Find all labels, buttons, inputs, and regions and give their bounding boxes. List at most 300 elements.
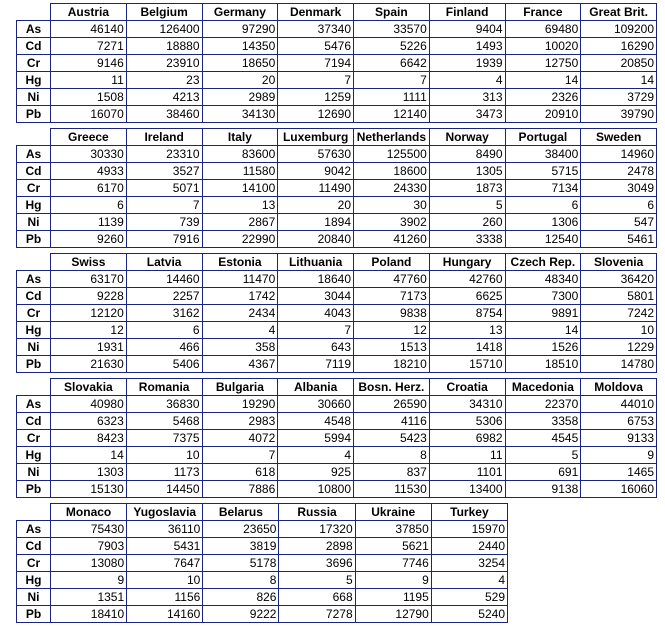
value-cell: 3254 — [431, 555, 507, 572]
value-cell: 826 — [203, 589, 279, 606]
value-cell: 2989 — [202, 89, 278, 106]
row-header: Pb — [17, 106, 51, 123]
row-header: Hg — [17, 447, 51, 464]
header-row — [17, 4, 657, 21]
value-cell: 14780 — [581, 356, 657, 373]
value-cell: 4548 — [278, 413, 354, 430]
value-cell: 4116 — [354, 413, 430, 430]
table-row — [17, 339, 657, 356]
value-cell: 9 — [51, 572, 127, 589]
row-header: Hg — [17, 572, 51, 589]
table-row — [17, 305, 657, 322]
table-row — [17, 447, 657, 464]
value-cell: 7242 — [581, 305, 657, 322]
value-cell: 3527 — [126, 163, 202, 180]
value-cell: 47760 — [354, 271, 430, 288]
value-cell: 3338 — [429, 231, 505, 248]
value-cell: 3358 — [505, 413, 581, 430]
column-header: Poland — [354, 254, 430, 271]
value-cell: 13 — [202, 197, 278, 214]
table-row — [17, 72, 657, 89]
value-cell: 9042 — [278, 163, 354, 180]
value-cell: 18600 — [354, 163, 430, 180]
value-cell: 5715 — [505, 163, 581, 180]
value-cell: 1931 — [51, 339, 127, 356]
value-cell: 1894 — [278, 214, 354, 231]
value-cell: 8754 — [429, 305, 505, 322]
value-cell: 6982 — [429, 430, 505, 447]
column-header: Greece — [51, 129, 127, 146]
value-cell: 14160 — [127, 606, 203, 623]
value-cell: 20 — [202, 72, 278, 89]
table-row — [17, 322, 657, 339]
column-header: France — [505, 4, 581, 21]
data-table-block-3 — [16, 253, 657, 373]
value-cell: 109200 — [581, 21, 657, 38]
value-cell: 75430 — [51, 521, 127, 538]
value-cell: 83600 — [202, 146, 278, 163]
column-header: Portugal — [505, 129, 581, 146]
value-cell: 7647 — [127, 555, 203, 572]
value-cell: 1418 — [429, 339, 505, 356]
table-row — [17, 572, 508, 589]
row-header: Hg — [17, 322, 51, 339]
value-cell: 9404 — [429, 21, 505, 38]
data-table-block-4 — [16, 378, 657, 498]
value-cell: 6625 — [429, 288, 505, 305]
column-header: Luxemburg — [278, 129, 354, 146]
emissions-tables — [16, 3, 657, 628]
value-cell: 24330 — [354, 180, 430, 197]
value-cell: 7 — [126, 197, 202, 214]
table-row — [17, 271, 657, 288]
table-row — [17, 589, 508, 606]
value-cell: 23 — [126, 72, 202, 89]
value-cell: 7746 — [355, 555, 431, 572]
value-cell: 2434 — [202, 305, 278, 322]
column-header: Denmark — [278, 4, 354, 21]
value-cell: 34310 — [429, 396, 505, 413]
column-header: Yugoslavia — [127, 504, 203, 521]
value-cell: 16060 — [581, 481, 657, 498]
value-cell: 13400 — [429, 481, 505, 498]
value-cell: 1173 — [126, 464, 202, 481]
value-cell: 4 — [429, 72, 505, 89]
column-header: Monaco — [51, 504, 127, 521]
column-header: Macedonia — [505, 379, 581, 396]
row-header: Cr — [17, 55, 51, 72]
value-cell: 5 — [429, 197, 505, 214]
value-cell: 14350 — [202, 38, 278, 55]
value-cell: 44010 — [581, 396, 657, 413]
row-header: As — [17, 521, 51, 538]
value-cell: 4043 — [278, 305, 354, 322]
value-cell: 15130 — [51, 481, 127, 498]
value-cell: 7119 — [278, 356, 354, 373]
value-cell: 2983 — [202, 413, 278, 430]
value-cell: 5071 — [126, 180, 202, 197]
row-header: As — [17, 21, 51, 38]
table-row — [17, 481, 657, 498]
table-row — [17, 180, 657, 197]
value-cell: 15970 — [431, 521, 507, 538]
table-row — [17, 356, 657, 373]
value-cell: 9891 — [505, 305, 581, 322]
header-row — [17, 254, 657, 271]
value-cell: 14 — [505, 322, 581, 339]
value-cell: 10 — [581, 322, 657, 339]
column-header: Croatia — [429, 379, 505, 396]
row-header: Ni — [17, 214, 51, 231]
value-cell: 5 — [505, 447, 581, 464]
table-row — [17, 197, 657, 214]
value-cell: 30330 — [51, 146, 127, 163]
column-header: Czech Rep. — [505, 254, 581, 271]
column-header: Russia — [279, 504, 355, 521]
value-cell: 1101 — [429, 464, 505, 481]
value-cell: 529 — [431, 589, 507, 606]
value-cell: 18410 — [51, 606, 127, 623]
value-cell: 11580 — [202, 163, 278, 180]
value-cell: 19290 — [202, 396, 278, 413]
value-cell: 4 — [431, 572, 507, 589]
value-cell: 7271 — [51, 38, 127, 55]
value-cell: 38460 — [126, 106, 202, 123]
value-cell: 1526 — [505, 339, 581, 356]
value-cell: 6 — [126, 322, 202, 339]
value-cell: 4367 — [202, 356, 278, 373]
value-cell: 260 — [429, 214, 505, 231]
table-row — [17, 38, 657, 55]
column-header: Bosn. Herz. — [354, 379, 430, 396]
column-header: Estonia — [202, 254, 278, 271]
value-cell: 1508 — [51, 89, 127, 106]
value-cell: 9222 — [203, 606, 279, 623]
value-cell: 13 — [429, 322, 505, 339]
header-row — [17, 379, 657, 396]
value-cell: 1306 — [505, 214, 581, 231]
value-cell: 2440 — [431, 538, 507, 555]
value-cell: 9146 — [51, 55, 127, 72]
value-cell: 22370 — [505, 396, 581, 413]
table-row — [17, 538, 508, 555]
data-table-block-2 — [16, 128, 657, 248]
row-header: Cd — [17, 163, 51, 180]
value-cell: 2326 — [505, 89, 581, 106]
table-row — [17, 106, 657, 123]
value-cell: 7278 — [279, 606, 355, 623]
value-cell: 20840 — [278, 231, 354, 248]
value-cell: 42760 — [429, 271, 505, 288]
value-cell: 7134 — [505, 180, 581, 197]
column-header: Hungary — [429, 254, 505, 271]
value-cell: 1513 — [354, 339, 430, 356]
value-cell: 4213 — [126, 89, 202, 106]
row-header: Cd — [17, 538, 51, 555]
column-header: Norway — [429, 129, 505, 146]
value-cell: 14100 — [202, 180, 278, 197]
table-row — [17, 464, 657, 481]
value-cell: 18640 — [278, 271, 354, 288]
value-cell: 7916 — [126, 231, 202, 248]
value-cell: 10 — [126, 447, 202, 464]
value-cell: 11 — [429, 447, 505, 464]
value-cell: 36830 — [126, 396, 202, 413]
row-header: Cd — [17, 288, 51, 305]
column-header: Ukraine — [355, 504, 431, 521]
value-cell: 7 — [354, 72, 430, 89]
value-cell: 12790 — [355, 606, 431, 623]
table-row — [17, 231, 657, 248]
value-cell: 14 — [51, 447, 127, 464]
column-header: Belarus — [203, 504, 279, 521]
value-cell: 466 — [126, 339, 202, 356]
table-row — [17, 89, 657, 106]
value-cell: 36420 — [581, 271, 657, 288]
value-cell: 46140 — [51, 21, 127, 38]
row-header: Cr — [17, 430, 51, 447]
value-cell: 7 — [202, 447, 278, 464]
value-cell: 1305 — [429, 163, 505, 180]
row-header: Cr — [17, 180, 51, 197]
column-header: Romania — [126, 379, 202, 396]
value-cell: 2478 — [581, 163, 657, 180]
column-header: Lithuania — [278, 254, 354, 271]
column-header: Slovenia — [581, 254, 657, 271]
table-row — [17, 606, 508, 623]
value-cell: 5476 — [278, 38, 354, 55]
row-header: Pb — [17, 231, 51, 248]
value-cell: 5406 — [126, 356, 202, 373]
value-cell: 21630 — [51, 356, 127, 373]
value-cell: 12750 — [505, 55, 581, 72]
column-header: Germany — [202, 4, 278, 21]
value-cell: 15710 — [429, 356, 505, 373]
column-header: Swiss — [51, 254, 127, 271]
value-cell: 30660 — [278, 396, 354, 413]
value-cell: 358 — [202, 339, 278, 356]
column-header: Ireland — [126, 129, 202, 146]
corner-cell — [17, 504, 51, 521]
value-cell: 643 — [278, 339, 354, 356]
table-row — [17, 288, 657, 305]
value-cell: 1195 — [355, 589, 431, 606]
value-cell: 9 — [581, 447, 657, 464]
row-header: As — [17, 271, 51, 288]
value-cell: 1939 — [429, 55, 505, 72]
value-cell: 12 — [51, 322, 127, 339]
table-row — [17, 413, 657, 430]
table-row — [17, 396, 657, 413]
value-cell: 5306 — [429, 413, 505, 430]
column-header: Spain — [354, 4, 430, 21]
row-header: Cd — [17, 413, 51, 430]
value-cell: 837 — [354, 464, 430, 481]
value-cell: 9260 — [51, 231, 127, 248]
value-cell: 34130 — [202, 106, 278, 123]
value-cell: 1742 — [202, 288, 278, 305]
column-header: Sweden — [581, 129, 657, 146]
column-header: Slovakia — [51, 379, 127, 396]
value-cell: 3819 — [203, 538, 279, 555]
value-cell: 8 — [354, 447, 430, 464]
value-cell: 7 — [278, 72, 354, 89]
value-cell: 18880 — [126, 38, 202, 55]
column-header: Bulgaria — [202, 379, 278, 396]
corner-cell — [17, 379, 51, 396]
value-cell: 10020 — [505, 38, 581, 55]
row-header: Ni — [17, 589, 51, 606]
value-cell: 26590 — [354, 396, 430, 413]
value-cell: 3473 — [429, 106, 505, 123]
value-cell: 1465 — [581, 464, 657, 481]
table-row — [17, 521, 508, 538]
value-cell: 14450 — [126, 481, 202, 498]
column-header: Italy — [202, 129, 278, 146]
value-cell: 16290 — [581, 38, 657, 55]
value-cell: 547 — [581, 214, 657, 231]
value-cell: 23650 — [203, 521, 279, 538]
corner-cell — [17, 254, 51, 271]
row-header: Pb — [17, 356, 51, 373]
value-cell: 48340 — [505, 271, 581, 288]
value-cell: 12120 — [51, 305, 127, 322]
row-header: As — [17, 146, 51, 163]
value-cell: 7375 — [126, 430, 202, 447]
value-cell: 739 — [126, 214, 202, 231]
value-cell: 1493 — [429, 38, 505, 55]
row-header: As — [17, 396, 51, 413]
value-cell: 8490 — [429, 146, 505, 163]
value-cell: 5801 — [581, 288, 657, 305]
value-cell: 20850 — [581, 55, 657, 72]
value-cell: 11470 — [202, 271, 278, 288]
column-header: Belgium — [126, 4, 202, 21]
value-cell: 6753 — [581, 413, 657, 430]
row-header: Ni — [17, 89, 51, 106]
value-cell: 1139 — [51, 214, 127, 231]
value-cell: 5226 — [354, 38, 430, 55]
value-cell: 5431 — [127, 538, 203, 555]
value-cell: 7173 — [354, 288, 430, 305]
column-header: Netherlands — [354, 129, 430, 146]
table-row — [17, 430, 657, 447]
table-row — [17, 163, 657, 180]
value-cell: 11530 — [354, 481, 430, 498]
row-header: Pb — [17, 606, 51, 623]
value-cell: 10 — [127, 572, 203, 589]
value-cell: 22990 — [202, 231, 278, 248]
row-header: Cr — [17, 305, 51, 322]
value-cell: 691 — [505, 464, 581, 481]
value-cell: 2257 — [126, 288, 202, 305]
value-cell: 41260 — [354, 231, 430, 248]
value-cell: 1259 — [278, 89, 354, 106]
value-cell: 40980 — [51, 396, 127, 413]
value-cell: 4072 — [202, 430, 278, 447]
value-cell: 5461 — [581, 231, 657, 248]
value-cell: 6 — [505, 197, 581, 214]
value-cell: 4 — [278, 447, 354, 464]
value-cell: 3902 — [354, 214, 430, 231]
data-table-block-5 — [16, 503, 508, 623]
corner-cell — [17, 129, 51, 146]
value-cell: 5178 — [203, 555, 279, 572]
value-cell: 10800 — [278, 481, 354, 498]
value-cell: 6323 — [51, 413, 127, 430]
value-cell: 1873 — [429, 180, 505, 197]
value-cell: 3729 — [581, 89, 657, 106]
value-cell: 33570 — [354, 21, 430, 38]
column-header: Great Brit. — [581, 4, 657, 21]
row-header: Cr — [17, 555, 51, 572]
value-cell: 9838 — [354, 305, 430, 322]
value-cell: 5468 — [126, 413, 202, 430]
value-cell: 14 — [505, 72, 581, 89]
row-header: Ni — [17, 464, 51, 481]
value-cell: 6642 — [354, 55, 430, 72]
value-cell: 12690 — [278, 106, 354, 123]
value-cell: 1229 — [581, 339, 657, 356]
value-cell: 6 — [581, 197, 657, 214]
value-cell: 1156 — [127, 589, 203, 606]
value-cell: 7300 — [505, 288, 581, 305]
value-cell: 16070 — [51, 106, 127, 123]
value-cell: 125500 — [354, 146, 430, 163]
value-cell: 3696 — [279, 555, 355, 572]
value-cell: 1351 — [51, 589, 127, 606]
corner-cell — [17, 4, 51, 21]
value-cell: 18510 — [505, 356, 581, 373]
value-cell: 97290 — [202, 21, 278, 38]
value-cell: 9138 — [505, 481, 581, 498]
value-cell: 38400 — [505, 146, 581, 163]
value-cell: 5621 — [355, 538, 431, 555]
value-cell: 9 — [355, 572, 431, 589]
value-cell: 23910 — [126, 55, 202, 72]
value-cell: 30 — [354, 197, 430, 214]
value-cell: 8 — [203, 572, 279, 589]
value-cell: 4 — [202, 322, 278, 339]
value-cell: 14 — [581, 72, 657, 89]
value-cell: 2898 — [279, 538, 355, 555]
value-cell: 37340 — [278, 21, 354, 38]
column-header: Finland — [429, 4, 505, 21]
header-row — [17, 504, 508, 521]
value-cell: 668 — [279, 589, 355, 606]
row-header: Hg — [17, 72, 51, 89]
value-cell: 14460 — [126, 271, 202, 288]
value-cell: 1303 — [51, 464, 127, 481]
value-cell: 12540 — [505, 231, 581, 248]
value-cell: 3044 — [278, 288, 354, 305]
value-cell: 6170 — [51, 180, 127, 197]
value-cell: 126400 — [126, 21, 202, 38]
value-cell: 1111 — [354, 89, 430, 106]
value-cell: 37850 — [355, 521, 431, 538]
value-cell: 20 — [278, 197, 354, 214]
value-cell: 618 — [202, 464, 278, 481]
value-cell: 9228 — [51, 288, 127, 305]
row-header: Pb — [17, 481, 51, 498]
value-cell: 4933 — [51, 163, 127, 180]
column-header: Latvia — [126, 254, 202, 271]
table-row — [17, 21, 657, 38]
column-header: Moldova — [581, 379, 657, 396]
value-cell: 5240 — [431, 606, 507, 623]
value-cell: 17320 — [279, 521, 355, 538]
value-cell: 7 — [278, 322, 354, 339]
